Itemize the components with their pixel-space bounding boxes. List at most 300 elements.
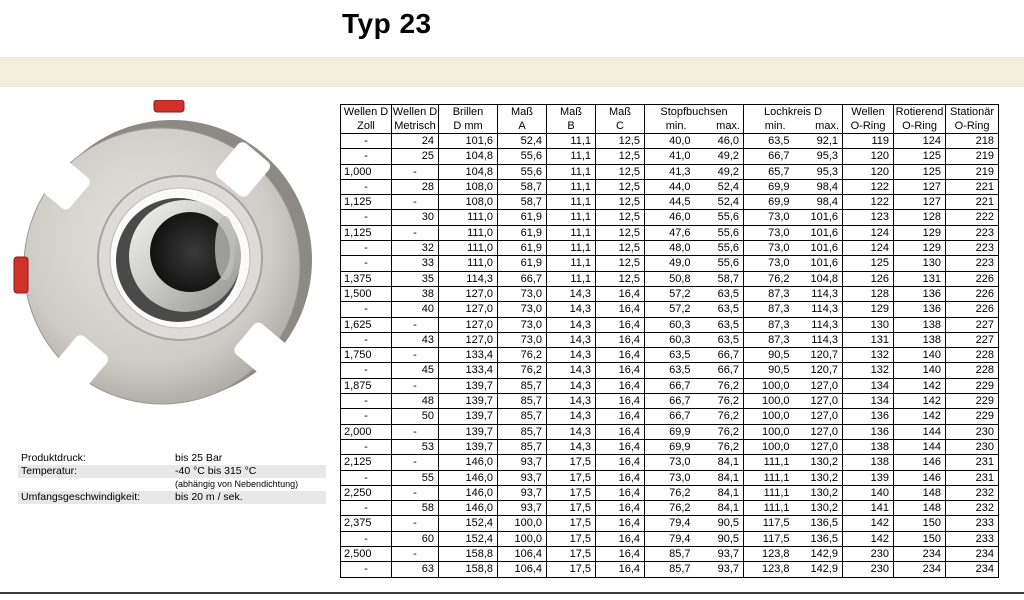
cell-wellen-oring: 134 <box>843 394 894 409</box>
cell-mass-a: 100,0 <box>498 516 547 531</box>
cell-loch-max: 130,2 <box>794 501 843 516</box>
header-lochkreis: Lochkreis D <box>744 105 843 120</box>
cell-loch-max: 120,7 <box>794 363 843 378</box>
cell-wellen-oring: 125 <box>843 256 894 271</box>
cell-wellen-metrisch: 33 <box>392 256 439 271</box>
cell-stopf-min: 47,6 <box>645 225 695 240</box>
cell-stopf-min: 41,3 <box>645 164 695 179</box>
cell-stationaer: 221 <box>946 195 999 210</box>
cell-brillen: 139,7 <box>439 394 498 409</box>
cell-loch-min: 73,0 <box>744 225 794 240</box>
cell-wellen-metrisch: 24 <box>392 134 439 149</box>
subheader-a: A <box>498 119 547 134</box>
cell-rotierend: 140 <box>894 348 946 363</box>
cell-wellen-metrisch: 35 <box>392 271 439 286</box>
table-row <box>341 394 999 409</box>
cell-wellen-metrisch: 28 <box>392 179 439 194</box>
cell-loch-min: 123,8 <box>744 562 794 577</box>
cell-loch-min: 90,5 <box>744 348 794 363</box>
cell-stationaer: 229 <box>946 378 999 393</box>
cell-stationaer: 232 <box>946 485 999 500</box>
cell-rotierend: 130 <box>894 256 946 271</box>
cell-rotierend: 144 <box>894 439 946 454</box>
cell-mass-a: 55,6 <box>498 164 547 179</box>
cell-stopf-min: 69,9 <box>645 439 695 454</box>
cell-loch-max: 114,3 <box>794 317 843 332</box>
cell-mass-c: 16,4 <box>596 531 645 546</box>
cell-loch-min: 100,0 <box>744 378 794 393</box>
cell-stopf-max: 90,5 <box>695 531 744 546</box>
cell-stopf-min: 79,4 <box>645 516 695 531</box>
cell-loch-max: 98,4 <box>794 179 843 194</box>
cell-mass-b: 11,1 <box>547 225 596 240</box>
cell-stationaer: 231 <box>946 455 999 470</box>
dimension-table <box>340 104 999 578</box>
cell-loch-max: 98,4 <box>794 195 843 210</box>
cell-stopf-min: 60,3 <box>645 332 695 347</box>
cell-mass-b: 11,1 <box>547 134 596 149</box>
cell-stopf-min: 46,0 <box>645 210 695 225</box>
spec-row-pressure <box>18 452 326 465</box>
cell-wellen-zoll: - <box>341 562 392 577</box>
cell-brillen: 127,0 <box>439 332 498 347</box>
cell-loch-max: 104,8 <box>794 271 843 286</box>
cell-mass-a: 58,7 <box>498 179 547 194</box>
cell-mass-a: 85,7 <box>498 424 547 439</box>
cell-wellen-zoll: - <box>341 501 392 516</box>
cell-stationaer: 230 <box>946 439 999 454</box>
cell-rotierend: 234 <box>894 562 946 577</box>
cell-mass-b: 11,1 <box>547 241 596 256</box>
cell-loch-min: 87,3 <box>744 286 794 301</box>
cell-wellen-metrisch: - <box>392 424 439 439</box>
cell-mass-a: 93,7 <box>498 455 547 470</box>
cell-mass-a: 55,6 <box>498 149 547 164</box>
cell-wellen-oring: 230 <box>843 562 894 577</box>
table-row <box>341 363 999 378</box>
cell-mass-a: 100,0 <box>498 531 547 546</box>
cell-stationaer: 228 <box>946 348 999 363</box>
cell-stopf-max: 76,2 <box>695 409 744 424</box>
cell-loch-min: 100,0 <box>744 409 794 424</box>
cell-mass-c: 16,4 <box>596 424 645 439</box>
cell-wellen-metrisch: 38 <box>392 286 439 301</box>
table-row <box>341 409 999 424</box>
cell-stationaer: 234 <box>946 547 999 562</box>
table-row <box>341 241 999 256</box>
cell-stopf-min: 76,2 <box>645 485 695 500</box>
cell-stopf-max: 93,7 <box>695 562 744 577</box>
cell-stopf-max: 76,2 <box>695 378 744 393</box>
cell-mass-b: 17,5 <box>547 562 596 577</box>
subheader-oring: O-Ring <box>894 119 946 134</box>
cell-loch-max: 127,0 <box>794 394 843 409</box>
cell-stationaer: 233 <box>946 516 999 531</box>
cell-loch-max: 101,6 <box>794 225 843 240</box>
cell-mass-b: 17,5 <box>547 531 596 546</box>
cell-rotierend: 148 <box>894 501 946 516</box>
cell-wellen-oring: 129 <box>843 302 894 317</box>
cell-stopf-min: 48,0 <box>645 241 695 256</box>
cell-rotierend: 234 <box>894 547 946 562</box>
cell-brillen: 139,7 <box>439 424 498 439</box>
table-row <box>341 348 999 363</box>
cell-mass-b: 11,1 <box>547 256 596 271</box>
spec-label: Temperatur: <box>18 465 172 478</box>
cell-mass-c: 16,4 <box>596 562 645 577</box>
cell-rotierend: 138 <box>894 332 946 347</box>
header-mass-c: Maß <box>596 105 645 120</box>
table-row <box>341 378 999 393</box>
cell-wellen-metrisch: 48 <box>392 394 439 409</box>
cell-stationaer: 221 <box>946 179 999 194</box>
cell-brillen: 104,8 <box>439 164 498 179</box>
cell-mass-b: 14,3 <box>547 286 596 301</box>
cell-wellen-oring: 142 <box>843 516 894 531</box>
cell-wellen-metrisch: - <box>392 348 439 363</box>
cell-wellen-metrisch: 40 <box>392 302 439 317</box>
cell-mass-a: 93,7 <box>498 501 547 516</box>
cell-mass-b: 11,1 <box>547 210 596 225</box>
cell-mass-b: 14,3 <box>547 317 596 332</box>
cell-wellen-zoll: 1,000 <box>341 164 392 179</box>
cell-stopf-min: 49,0 <box>645 256 695 271</box>
cell-mass-b: 17,5 <box>547 516 596 531</box>
cell-stopf-max: 52,4 <box>695 179 744 194</box>
cell-stopf-min: 50,8 <box>645 271 695 286</box>
cell-wellen-oring: 130 <box>843 317 894 332</box>
cell-stopf-max: 66,7 <box>695 348 744 363</box>
cell-rotierend: 129 <box>894 241 946 256</box>
cell-brillen: 146,0 <box>439 485 498 500</box>
cell-mass-c: 16,4 <box>596 455 645 470</box>
table-row <box>341 256 999 271</box>
cell-loch-min: 100,0 <box>744 394 794 409</box>
cell-stationaer: 232 <box>946 501 999 516</box>
cell-mass-c: 16,4 <box>596 439 645 454</box>
cell-loch-min: 111,1 <box>744 455 794 470</box>
cell-wellen-oring: 124 <box>843 241 894 256</box>
cell-stopf-min: 85,7 <box>645 562 695 577</box>
spec-label: Umfangsgeschwindigkeit: <box>18 491 172 504</box>
table-row <box>341 516 999 531</box>
cell-stationaer: 229 <box>946 394 999 409</box>
cell-stopf-min: 73,0 <box>645 455 695 470</box>
cell-brillen: 108,0 <box>439 179 498 194</box>
cell-mass-c: 16,4 <box>596 516 645 531</box>
cell-stationaer: 231 <box>946 470 999 485</box>
spec-row-temperature <box>18 465 326 478</box>
cell-stopf-max: 84,1 <box>695 485 744 500</box>
cell-brillen: 146,0 <box>439 455 498 470</box>
cell-loch-max: 142,9 <box>794 547 843 562</box>
cell-mass-a: 93,7 <box>498 470 547 485</box>
cell-loch-min: 87,3 <box>744 332 794 347</box>
cell-brillen: 127,0 <box>439 286 498 301</box>
cell-mass-b: 11,1 <box>547 179 596 194</box>
cell-stopf-max: 55,6 <box>695 210 744 225</box>
table-row <box>341 286 999 301</box>
cell-stationaer: 230 <box>946 424 999 439</box>
cell-mass-a: 106,4 <box>498 547 547 562</box>
header-rotierend: Rotierend <box>894 105 946 120</box>
cell-stopf-min: 63,5 <box>645 348 695 363</box>
cell-wellen-oring: 126 <box>843 271 894 286</box>
cell-wellen-metrisch: 25 <box>392 149 439 164</box>
cell-wellen-metrisch: 63 <box>392 562 439 577</box>
subheader-c: C <box>596 119 645 134</box>
cell-mass-a: 106,4 <box>498 562 547 577</box>
cell-wellen-metrisch: - <box>392 455 439 470</box>
cell-mass-c: 12,5 <box>596 179 645 194</box>
cell-wellen-metrisch: - <box>392 317 439 332</box>
cell-mass-c: 16,4 <box>596 409 645 424</box>
cell-wellen-zoll: 1,875 <box>341 378 392 393</box>
cell-stationaer: 233 <box>946 531 999 546</box>
cell-mass-b: 14,3 <box>547 439 596 454</box>
cell-mass-b: 17,5 <box>547 501 596 516</box>
cell-stopf-min: 63,5 <box>645 363 695 378</box>
cell-wellen-metrisch: 30 <box>392 210 439 225</box>
cell-wellen-zoll: - <box>341 149 392 164</box>
table-row <box>341 455 999 470</box>
cell-mass-a: 61,9 <box>498 210 547 225</box>
cell-rotierend: 142 <box>894 409 946 424</box>
header-mass-a: Maß <box>498 105 547 120</box>
cell-rotierend: 144 <box>894 424 946 439</box>
cell-loch-min: 87,3 <box>744 317 794 332</box>
cell-wellen-zoll: 1,375 <box>341 271 392 286</box>
cell-stopf-max: 84,1 <box>695 455 744 470</box>
cell-stopf-max: 58,7 <box>695 271 744 286</box>
subheader-dmm: D mm <box>439 119 498 134</box>
cell-mass-c: 12,5 <box>596 225 645 240</box>
cell-stopf-max: 49,2 <box>695 164 744 179</box>
cell-loch-min: 73,0 <box>744 241 794 256</box>
cell-mass-a: 76,2 <box>498 363 547 378</box>
cell-mass-a: 76,2 <box>498 348 547 363</box>
cell-stopf-max: 76,2 <box>695 439 744 454</box>
cell-wellen-metrisch: 53 <box>392 439 439 454</box>
table-row <box>341 302 999 317</box>
cell-wellen-zoll: 1,125 <box>341 195 392 210</box>
cell-rotierend: 146 <box>894 470 946 485</box>
table-row <box>341 195 999 210</box>
cell-stationaer: 227 <box>946 317 999 332</box>
cell-wellen-zoll: - <box>341 179 392 194</box>
cell-wellen-zoll: 1,750 <box>341 348 392 363</box>
cell-brillen: 111,0 <box>439 256 498 271</box>
cell-rotierend: 142 <box>894 394 946 409</box>
cell-loch-min: 123,8 <box>744 547 794 562</box>
header-mass-b: Maß <box>547 105 596 120</box>
cell-stopf-min: 69,9 <box>645 424 695 439</box>
cell-mass-c: 12,5 <box>596 256 645 271</box>
cell-mass-a: 61,9 <box>498 256 547 271</box>
cell-stationaer: 234 <box>946 562 999 577</box>
cell-wellen-oring: 120 <box>843 164 894 179</box>
cell-brillen: 139,7 <box>439 439 498 454</box>
cell-mass-b: 17,5 <box>547 547 596 562</box>
cell-loch-max: 127,0 <box>794 439 843 454</box>
cell-rotierend: 138 <box>894 317 946 332</box>
cell-mass-c: 12,5 <box>596 134 645 149</box>
cell-rotierend: 129 <box>894 225 946 240</box>
cell-wellen-oring: 136 <box>843 409 894 424</box>
cell-loch-max: 127,0 <box>794 409 843 424</box>
cell-mass-c: 16,4 <box>596 302 645 317</box>
cell-loch-min: 63,5 <box>744 134 794 149</box>
cell-stationaer: 222 <box>946 210 999 225</box>
cell-mass-a: 73,0 <box>498 302 547 317</box>
table-row <box>341 210 999 225</box>
cell-mass-c: 12,5 <box>596 271 645 286</box>
cell-stopf-min: 60,3 <box>645 317 695 332</box>
cell-wellen-oring: 132 <box>843 348 894 363</box>
cell-brillen: 111,0 <box>439 210 498 225</box>
cell-loch-max: 92,1 <box>794 134 843 149</box>
cell-stationaer: 229 <box>946 409 999 424</box>
cell-mass-c: 12,5 <box>596 210 645 225</box>
cell-stationaer: 228 <box>946 363 999 378</box>
cell-stopf-max: 90,5 <box>695 516 744 531</box>
cell-mass-b: 14,3 <box>547 394 596 409</box>
cell-wellen-oring: 131 <box>843 332 894 347</box>
cell-wellen-oring: 136 <box>843 424 894 439</box>
cell-loch-min: 111,1 <box>744 501 794 516</box>
header-stationaer: Stationär <box>946 105 999 120</box>
cell-loch-min: 111,1 <box>744 485 794 500</box>
cell-loch-max: 136,5 <box>794 531 843 546</box>
cell-loch-min: 76,2 <box>744 271 794 286</box>
cell-mass-c: 16,4 <box>596 348 645 363</box>
cell-stationaer: 223 <box>946 225 999 240</box>
cell-loch-max: 120,7 <box>794 348 843 363</box>
subheader-oring: O-Ring <box>946 119 999 134</box>
subheader-stopf-min: min. <box>645 119 695 134</box>
cell-stopf-min: 57,2 <box>645 302 695 317</box>
cell-loch-max: 142,9 <box>794 562 843 577</box>
cell-loch-min: 90,5 <box>744 363 794 378</box>
cell-rotierend: 142 <box>894 378 946 393</box>
cell-brillen: 139,7 <box>439 409 498 424</box>
cell-stopf-min: 79,4 <box>645 531 695 546</box>
cell-mass-a: 85,7 <box>498 394 547 409</box>
cell-stopf-max: 63,5 <box>695 332 744 347</box>
cell-wellen-zoll: 2,250 <box>341 485 392 500</box>
cell-stopf-min: 44,0 <box>645 179 695 194</box>
spec-value: bis 20 m / sek. <box>172 491 326 504</box>
cell-brillen: 101,6 <box>439 134 498 149</box>
cell-wellen-zoll: - <box>341 134 392 149</box>
spec-row-temperature-note <box>18 478 326 491</box>
cell-wellen-metrisch: - <box>392 516 439 531</box>
cell-loch-max: 101,6 <box>794 241 843 256</box>
spec-label: Produktdruck: <box>21 452 86 464</box>
cell-wellen-oring: 128 <box>843 286 894 301</box>
cell-wellen-oring: 230 <box>843 547 894 562</box>
cell-wellen-oring: 123 <box>843 210 894 225</box>
table-row <box>341 332 999 347</box>
cell-wellen-metrisch: 55 <box>392 470 439 485</box>
cell-wellen-metrisch: - <box>392 378 439 393</box>
table-row <box>341 424 999 439</box>
cell-wellen-metrisch: - <box>392 195 439 210</box>
cell-mass-a: 85,7 <box>498 409 547 424</box>
cell-stopf-max: 63,5 <box>695 317 744 332</box>
cell-loch-min: 117,5 <box>744 516 794 531</box>
cell-rotierend: 136 <box>894 286 946 301</box>
cell-loch-min: 111,1 <box>744 470 794 485</box>
cell-mass-b: 11,1 <box>547 195 596 210</box>
cell-wellen-zoll: - <box>341 302 392 317</box>
cell-mass-a: 61,9 <box>498 241 547 256</box>
cell-mass-a: 85,7 <box>498 378 547 393</box>
cell-stopf-max: 55,6 <box>695 225 744 240</box>
cell-stopf-min: 76,2 <box>645 501 695 516</box>
table-row <box>341 562 999 577</box>
cell-wellen-zoll: - <box>341 332 392 347</box>
cell-stopf-min: 73,0 <box>645 470 695 485</box>
cell-wellen-metrisch: - <box>392 547 439 562</box>
cell-rotierend: 127 <box>894 179 946 194</box>
cell-wellen-oring: 122 <box>843 195 894 210</box>
cell-mass-c: 16,4 <box>596 332 645 347</box>
table-row <box>341 439 999 454</box>
cell-stationaer: 226 <box>946 286 999 301</box>
cell-stopf-max: 66,7 <box>695 363 744 378</box>
header-wellen-oring: Wellen <box>843 105 894 120</box>
cell-mass-c: 16,4 <box>596 394 645 409</box>
cell-brillen: 146,0 <box>439 470 498 485</box>
cell-mass-b: 14,3 <box>547 378 596 393</box>
cell-loch-max: 130,2 <box>794 485 843 500</box>
cell-wellen-zoll: - <box>341 241 392 256</box>
cell-wellen-metrisch: - <box>392 164 439 179</box>
cell-wellen-zoll: - <box>341 363 392 378</box>
cell-stopf-max: 93,7 <box>695 547 744 562</box>
table-row <box>341 531 999 546</box>
cell-stopf-min: 66,7 <box>645 394 695 409</box>
cell-loch-min: 100,0 <box>744 439 794 454</box>
spec-value: -40 °C bis 315 °C <box>172 465 326 478</box>
cell-mass-a: 52,4 <box>498 134 547 149</box>
cell-mass-b: 14,3 <box>547 363 596 378</box>
cell-loch-min: 69,9 <box>744 179 794 194</box>
cell-wellen-metrisch: 45 <box>392 363 439 378</box>
table-row <box>341 179 999 194</box>
cell-brillen: 114,3 <box>439 271 498 286</box>
cell-stationaer: 227 <box>946 332 999 347</box>
cell-loch-min: 69,9 <box>744 195 794 210</box>
cell-mass-b: 14,3 <box>547 348 596 363</box>
cell-stopf-max: 84,1 <box>695 470 744 485</box>
cell-loch-max: 127,0 <box>794 378 843 393</box>
cell-wellen-metrisch: - <box>392 225 439 240</box>
cell-mass-b: 17,5 <box>547 455 596 470</box>
cell-mass-b: 14,3 <box>547 302 596 317</box>
table-row <box>341 547 999 562</box>
cell-stopf-min: 66,7 <box>645 378 695 393</box>
cell-mass-c: 12,5 <box>596 241 645 256</box>
cell-mass-c: 16,4 <box>596 501 645 516</box>
cell-loch-max: 130,2 <box>794 455 843 470</box>
cell-wellen-metrisch: - <box>392 485 439 500</box>
cell-stationaer: 219 <box>946 149 999 164</box>
cell-mass-c: 12,5 <box>596 195 645 210</box>
cell-wellen-zoll: - <box>341 394 392 409</box>
cell-stopf-max: 55,6 <box>695 256 744 271</box>
